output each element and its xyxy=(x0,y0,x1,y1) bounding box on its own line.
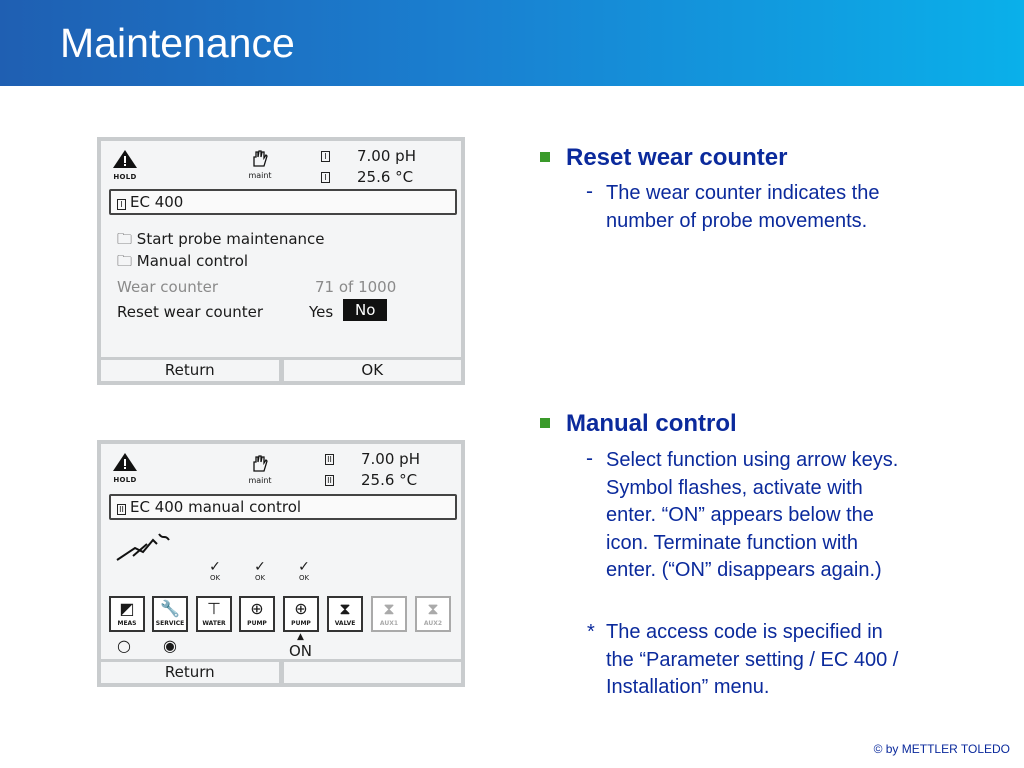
hand-icon xyxy=(250,454,270,472)
return-softkey[interactable]: Return xyxy=(101,360,284,381)
channel-icon: II xyxy=(325,454,334,465)
hold-label: HOLD xyxy=(113,476,137,484)
bullet-text-manual: Select function using arrow keys. Symbol flashes, activate with enter. “ON” appears below the icon. Terminate function with enter. (“ON” disappears again.) xyxy=(606,449,899,581)
device-screen-reset-wear xyxy=(97,137,465,385)
bullet-marker xyxy=(540,152,550,162)
dash-marker: - xyxy=(586,447,593,470)
channel-icon: II xyxy=(117,504,126,515)
channel-icon: I xyxy=(117,199,126,210)
yes-option[interactable]: Yes xyxy=(309,303,334,321)
note-text: The access code is specified in the “Parameter setting / EC 400 / Installation” menu. xyxy=(606,621,899,698)
temp-value: 25.6 °C xyxy=(361,471,418,489)
meas-button[interactable]: ◩ MEAS xyxy=(109,596,145,632)
ok-check: ✓ OK xyxy=(254,559,266,582)
ph-value: 7.00 pH xyxy=(361,450,420,468)
dash-marker: - xyxy=(586,180,593,203)
device-name: EC 400 manual control xyxy=(130,498,302,516)
title-bar xyxy=(0,0,1024,86)
hold-label: HOLD xyxy=(113,173,137,181)
device-name: EC 400 xyxy=(130,193,184,211)
hold-warning xyxy=(111,149,139,181)
menu-item-start-maintenance[interactable]: 🗀 Start probe maintenance xyxy=(117,230,325,248)
ok-softkey[interactable]: OK xyxy=(361,361,384,379)
note-star: * xyxy=(587,621,595,643)
folder-icon: 🗀 xyxy=(117,252,133,270)
reset-wear-label: Reset wear counter xyxy=(117,303,264,321)
device-screen-manual-control xyxy=(97,440,465,687)
tap-icon: ⊤ xyxy=(207,599,221,618)
target-icon: ◉ xyxy=(163,636,177,655)
channel-icon: I xyxy=(321,151,330,162)
aux1-button[interactable]: ⧗ AUX1 xyxy=(371,596,407,632)
return-softkey[interactable]: Return xyxy=(101,662,284,683)
maint-label: maint xyxy=(248,171,272,180)
page-title: Maintenance xyxy=(60,20,295,66)
valve-icon: ⧗ xyxy=(339,599,351,618)
probe-icon xyxy=(113,530,173,564)
folder-icon: 🗀 xyxy=(117,230,133,248)
ok-check: ✓ OK xyxy=(209,559,221,582)
hand-icon xyxy=(250,149,270,167)
pump-icon: ⊕ xyxy=(294,599,308,618)
device-bar xyxy=(109,189,457,215)
device-bar xyxy=(109,494,457,520)
maint-indicator xyxy=(243,454,277,485)
up-arrow-icon: ▲ xyxy=(297,632,304,642)
hold-warning xyxy=(111,452,139,484)
softkey-bar xyxy=(101,659,461,683)
pump1-button[interactable]: ⊕ PUMP xyxy=(239,596,275,632)
bullet-title-manual: Manual control xyxy=(566,410,737,437)
aux2-button[interactable]: ⧗ AUX2 xyxy=(415,596,451,632)
on-indicator: ON xyxy=(289,642,313,660)
valve-button[interactable]: ⧗ VALVE xyxy=(327,596,363,632)
service-button[interactable]: 🔧 SERVICE xyxy=(152,596,188,632)
temp-value: 25.6 °C xyxy=(357,168,414,186)
empty-softkey[interactable] xyxy=(284,662,462,683)
hourglass-icon: ⧗ xyxy=(383,599,395,618)
pump2-button[interactable]: ⊕ PUMP xyxy=(283,596,319,632)
wear-counter-label: Wear counter xyxy=(117,278,219,296)
pump-icon: ⊕ xyxy=(250,599,264,618)
wear-counter-value: 71 of 1000 xyxy=(315,278,397,296)
bullet-marker xyxy=(540,418,550,428)
no-option-selected[interactable]: No xyxy=(343,299,387,321)
bullet-title-reset: Reset wear counter xyxy=(566,144,788,171)
ok-check: ✓ OK xyxy=(298,559,310,582)
menu-item-manual-control[interactable]: 🗀 Manual control xyxy=(117,252,249,270)
maint-label: maint xyxy=(248,476,272,485)
softkey-bar xyxy=(101,357,461,381)
circle-icon: ○ xyxy=(117,636,131,655)
gauge-icon: ◩ xyxy=(119,599,135,618)
warning-icon xyxy=(112,452,138,472)
copyright-footer: © by METTLER TOLEDO xyxy=(873,742,1010,756)
channel-icon: II xyxy=(325,475,334,486)
wrench-icon: 🔧 xyxy=(160,599,180,618)
ph-value: 7.00 pH xyxy=(357,147,416,165)
maint-indicator xyxy=(243,149,277,180)
water-button[interactable]: ⊤ WATER xyxy=(196,596,232,632)
hourglass-icon: ⧗ xyxy=(427,599,439,618)
channel-icon: I xyxy=(321,172,330,183)
warning-icon xyxy=(112,149,138,169)
bullet-text-reset: The wear counter indicates the number of probe movements. xyxy=(606,182,880,232)
